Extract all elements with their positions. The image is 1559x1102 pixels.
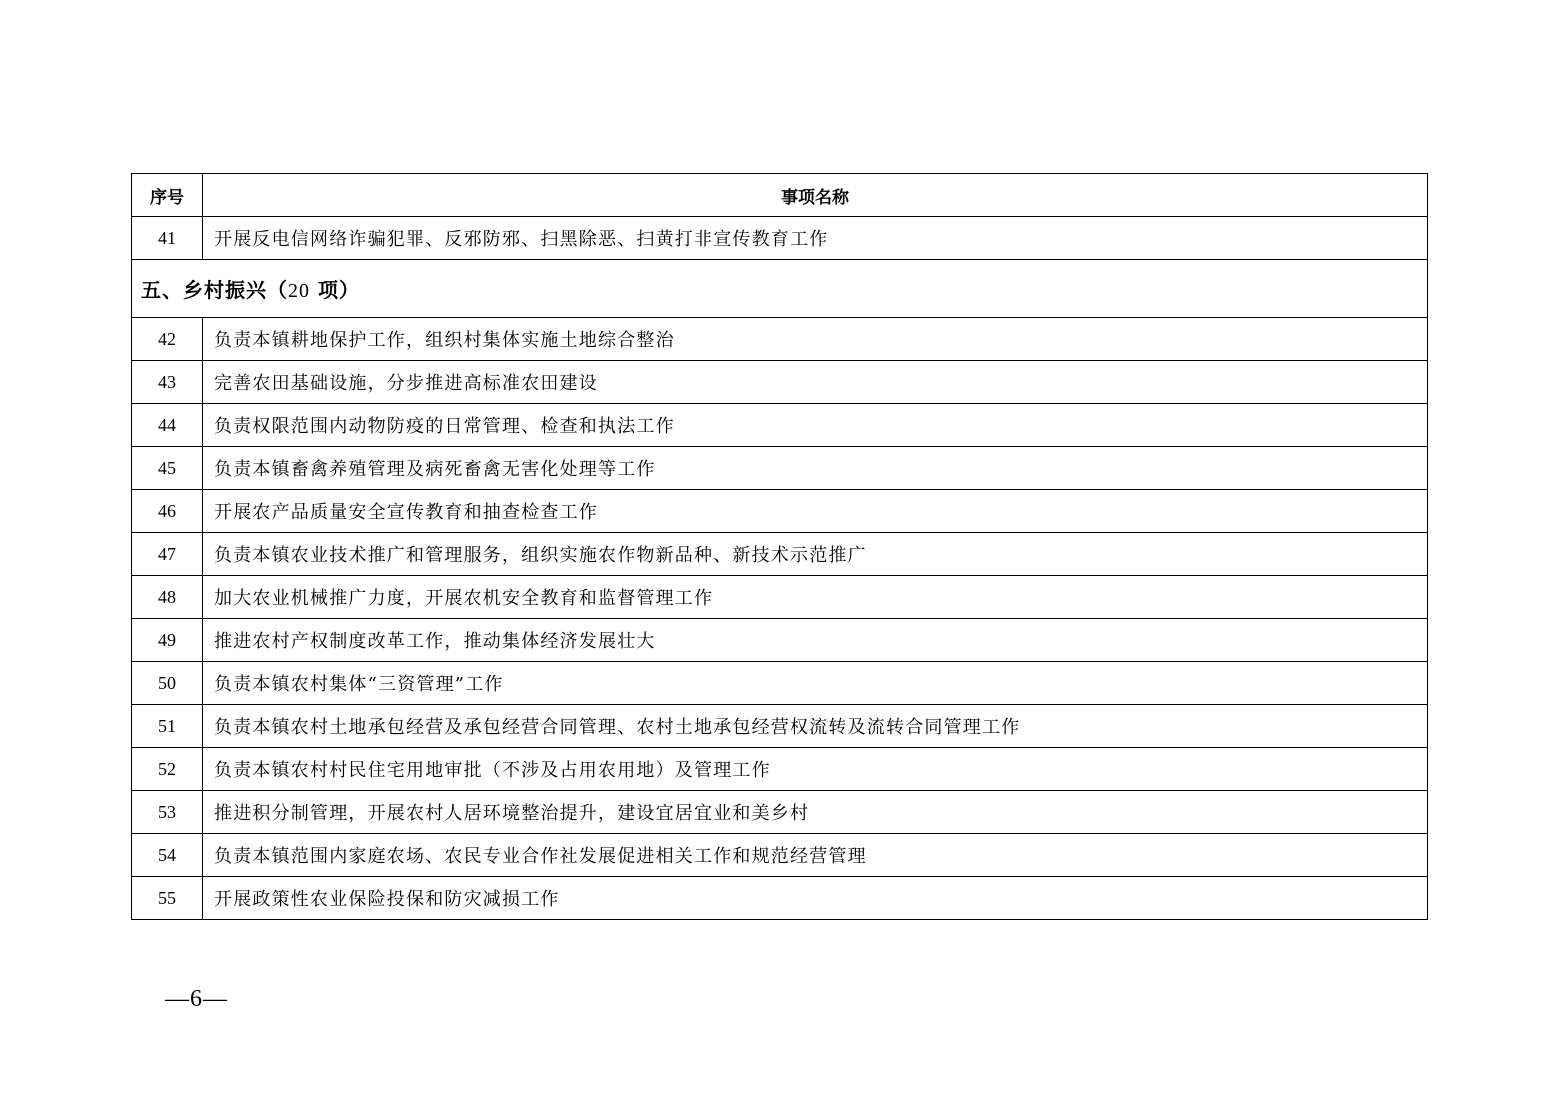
table-body-before <box>132 217 1428 260</box>
row-name: 负责本镇畜禽养殖管理及病死畜禽无害化处理等工作 <box>203 447 1428 490</box>
table-row <box>132 217 1428 260</box>
table-row <box>132 490 1428 533</box>
row-name: 负责本镇农村土地承包经营及承包经营合同管理、农村土地承包经营权流转及流转合同管理工作 <box>203 705 1428 748</box>
row-seq: 50 <box>132 662 203 705</box>
row-name: 负责本镇范围内家庭农场、农民专业合作社发展促进相关工作和规范经营管理 <box>203 834 1428 877</box>
items-table <box>131 173 1428 920</box>
row-name: 开展农产品质量安全宣传教育和抽查检查工作 <box>203 490 1428 533</box>
table-header-row <box>132 174 1428 217</box>
table-body-main <box>132 318 1428 920</box>
row-seq: 52 <box>132 748 203 791</box>
row-seq: 53 <box>132 791 203 834</box>
table-row <box>132 318 1428 361</box>
section-title <box>132 260 1428 318</box>
row-seq: 49 <box>132 619 203 662</box>
table-row <box>132 834 1428 877</box>
section-title-prefix: 五、乡村振兴（ <box>141 278 288 302</box>
row-seq: 42 <box>132 318 203 361</box>
table-row <box>132 662 1428 705</box>
row-name: 推进积分制管理，开展农村人居环境整治提升，建设宜居宜业和美乡村 <box>203 791 1428 834</box>
row-seq: 55 <box>132 877 203 920</box>
row-name: 负责权限范围内动物防疫的日常管理、检查和执法工作 <box>203 404 1428 447</box>
row-name: 负责本镇农业技术推广和管理服务，组织实施农作物新品种、新技术示范推广 <box>203 533 1428 576</box>
table-row <box>132 533 1428 576</box>
table-row <box>132 361 1428 404</box>
page-number: —6— <box>165 986 228 1012</box>
section-title-suffix: 项） <box>310 278 360 302</box>
row-name: 完善农田基础设施，分步推进高标准农田建设 <box>203 361 1428 404</box>
row-seq: 43 <box>132 361 203 404</box>
row-seq: 45 <box>132 447 203 490</box>
section-count: 20 <box>288 280 310 302</box>
row-name: 负责本镇耕地保护工作，组织村集体实施土地综合整治 <box>203 318 1428 361</box>
row-seq: 46 <box>132 490 203 533</box>
row-name: 负责本镇农村村民住宅用地审批（不涉及占用农用地）及管理工作 <box>203 748 1428 791</box>
table-row <box>132 447 1428 490</box>
row-name: 加大农业机械推广力度，开展农机安全教育和监督管理工作 <box>203 576 1428 619</box>
row-seq: 47 <box>132 533 203 576</box>
row-seq: 48 <box>132 576 203 619</box>
row-seq: 44 <box>132 404 203 447</box>
table-row <box>132 404 1428 447</box>
section-row <box>132 260 1428 318</box>
header-seq: 序号 <box>132 174 203 217</box>
table-row <box>132 619 1428 662</box>
row-name: 开展政策性农业保险投保和防灾减损工作 <box>203 877 1428 920</box>
row-seq: 54 <box>132 834 203 877</box>
row-name: 开展反电信网络诈骗犯罪、反邪防邪、扫黑除恶、扫黄打非宣传教育工作 <box>203 217 1428 260</box>
table-row <box>132 791 1428 834</box>
row-name: 推进农村产权制度改革工作，推动集体经济发展壮大 <box>203 619 1428 662</box>
table-row <box>132 576 1428 619</box>
table-row <box>132 877 1428 920</box>
table-row <box>132 705 1428 748</box>
row-seq: 41 <box>132 217 203 260</box>
row-seq: 51 <box>132 705 203 748</box>
row-name: 负责本镇农村集体“三资管理”工作 <box>203 662 1428 705</box>
section-body <box>132 260 1428 318</box>
header-name: 事项名称 <box>203 174 1428 217</box>
table-row <box>132 748 1428 791</box>
